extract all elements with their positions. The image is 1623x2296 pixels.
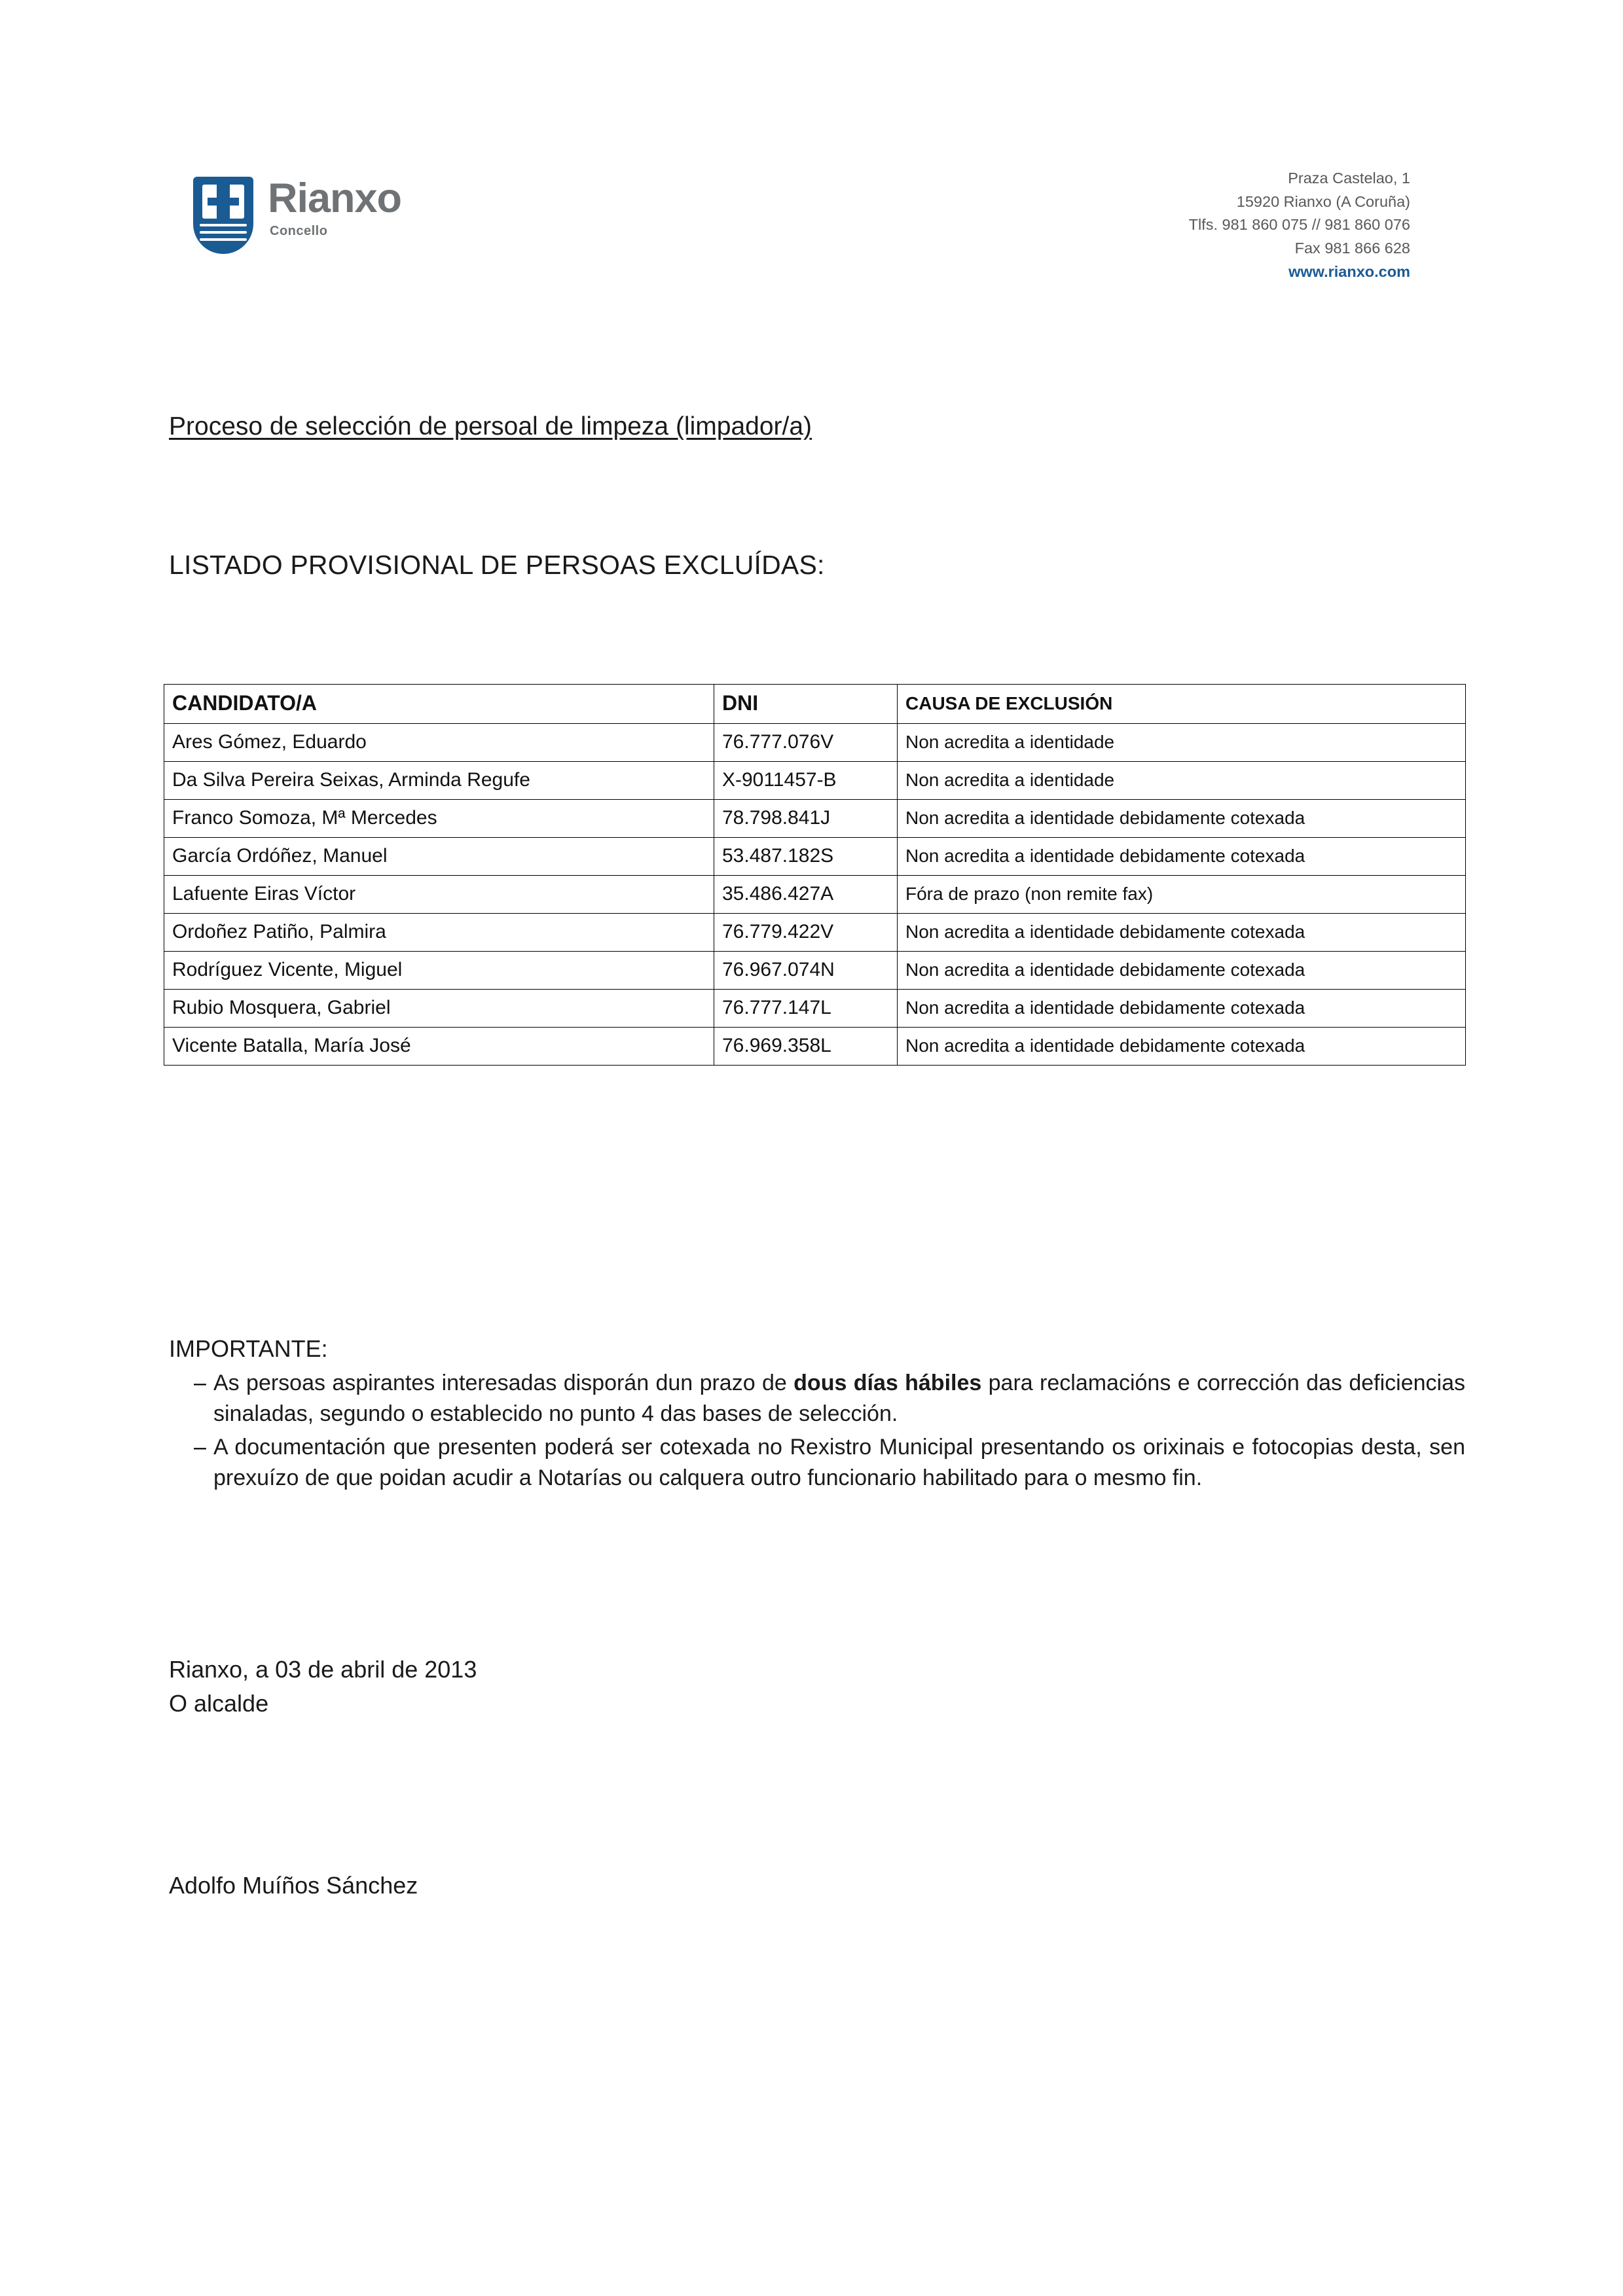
cell-candidate: Franco Somoza, Mª Mercedes [164,800,714,838]
cell-dni: X-9011457-B [714,762,898,800]
table-row [164,762,1466,800]
page-title: Proceso de selección de persoal de limpeza (limpador/a) [169,412,812,440]
cell-candidate: Ares Gómez, Eduardo [164,724,714,762]
important-heading: IMPORTANTE: [169,1335,328,1362]
signer-role: O alcalde [169,1690,269,1717]
item-pre: A documentación que presenten poderá ser cotexada no Rexistro Municipal presentando os orixinais e fotocopias desta, sen prexuízo de que poidan acudir a Notarías ou calquera outro funcionario habilitado para o mesmo fin. [213,1434,1465,1490]
cell-cause: Non acredita a identidade debidamente cotexada [898,952,1466,990]
item-bold: dous días hábiles [793,1371,982,1395]
signature-block [169,1653,477,1721]
item-post: para reclamacións e corrección das deficiencias sinaladas, segundo o establecido no punto 4 das bases de selección. [213,1371,1465,1426]
table-row [164,838,1466,876]
cell-cause: Non acredita a identidade debidamente cotexada [898,1028,1466,1066]
important-item-text [213,1432,1465,1494]
cell-dni: 76.777.076V [714,724,898,762]
bullet-dash: – [194,1371,206,1395]
contact-city: 15920 Rianxo (A Coruña) [1236,192,1410,210]
contact-fax: Fax 981 866 628 [1294,240,1410,257]
column-header-cause: CAUSA DE EXCLUSIÓN [898,685,1466,724]
bullet-dash: – [194,1434,206,1460]
cell-dni: 76.777.147L [714,990,898,1028]
cell-dni: 76.967.074N [714,952,898,990]
cell-dni: 76.779.422V [714,914,898,952]
table-header-row [164,685,1466,724]
logo-brand-text: Rianxo [268,175,402,221]
column-header-candidate: CANDIDATO/A [164,685,714,724]
cell-cause: Non acredita a identidade debidamente cotexada [898,800,1466,838]
logo-wordmark [268,177,401,239]
table-row [164,1028,1466,1066]
cell-candidate: Lafuente Eiras Víctor [164,876,714,914]
excluded-candidates-table [164,684,1466,1066]
contact-phones: Tlfs. 981 860 075 // 981 860 076 [1188,216,1410,234]
list-item [169,1368,1465,1429]
important-list [169,1368,1465,1494]
table-row [164,914,1466,952]
cell-dni: 35.486.427A [714,876,898,914]
cell-dni: 78.798.841J [714,800,898,838]
cell-dni: 76.969.358L [714,1028,898,1066]
page-subtitle: LISTADO PROVISIONAL DE PERSOAS EXCLUÍDAS: [169,550,825,580]
place-and-date: Rianxo, a 03 de abril de 2013 [169,1656,477,1683]
cell-candidate: Vicente Batalla, María José [164,1028,714,1066]
table-row [164,876,1466,914]
cell-dni: 53.487.182S [714,838,898,876]
column-header-dni: DNI [714,685,898,724]
cell-cause: Non acredita a identidade debidamente cotexada [898,990,1466,1028]
list-item [169,1432,1465,1494]
contact-website[interactable]: www.rianxo.com [1288,262,1410,280]
table-row [164,724,1466,762]
contact-address: Praza Castelao, 1 [1288,170,1410,187]
table-row [164,990,1466,1028]
table-row [164,800,1466,838]
important-item-text [213,1368,1465,1429]
document-header [0,167,1623,298]
cell-cause: Non acredita a identidade [898,724,1466,762]
contact-block [1189,167,1410,284]
rianxo-shield-icon [193,177,253,254]
item-pre: As persoas aspirantes interesadas disporán dun prazo de [213,1371,794,1395]
signer-name: Adolfo Muíños Sánchez [169,1872,418,1899]
cell-cause: Fóra de prazo (non remite fax) [898,876,1466,914]
cell-cause: Non acredita a identidade debidamente cotexada [898,838,1466,876]
important-section [169,1335,1465,1496]
cell-candidate: Da Silva Pereira Seixas, Arminda Regufe [164,762,714,800]
table-row [164,952,1466,990]
cell-candidate: Rubio Mosquera, Gabriel [164,990,714,1028]
cell-candidate: García Ordóñez, Manuel [164,838,714,876]
cell-cause: Non acredita a identidade [898,762,1466,800]
cell-candidate: Ordoñez Patiño, Palmira [164,914,714,952]
cell-candidate: Rodríguez Vicente, Miguel [164,952,714,990]
rianxo-logo [193,177,401,254]
cell-cause: Non acredita a identidade debidamente cotexada [898,914,1466,952]
logo-subtitle-text: Concello [270,224,328,239]
